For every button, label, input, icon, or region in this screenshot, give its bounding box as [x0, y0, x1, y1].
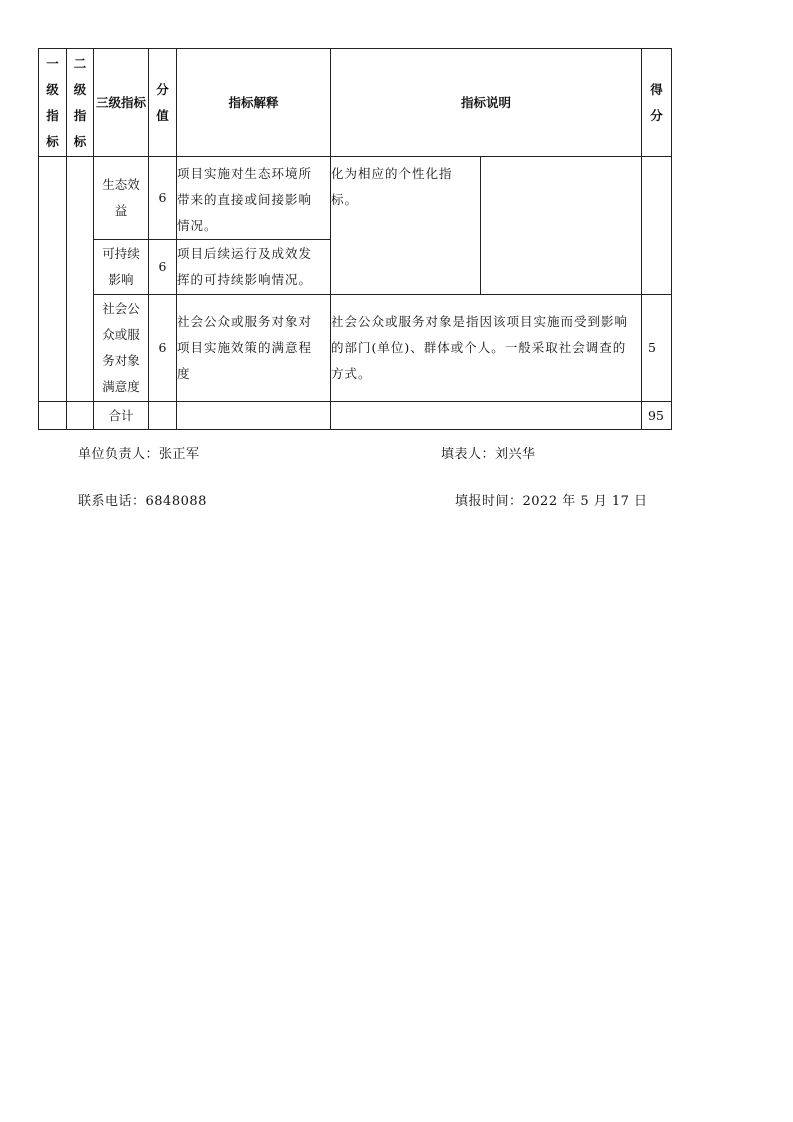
total-empty — [149, 402, 177, 430]
table-row — [39, 157, 672, 240]
total-got: 95 — [642, 402, 672, 430]
row-name: 生态效 益 — [94, 157, 149, 240]
row-explain: 项目实施对生态环境所 带来的直接或间接影响 情况。 — [177, 157, 331, 240]
level1-cell — [39, 157, 67, 402]
total-empty — [331, 402, 642, 430]
row-explain: 社会公众或服务对象对 项目实施效策的满意程 度 — [177, 295, 331, 402]
total-row — [39, 402, 672, 430]
header-row — [39, 49, 672, 157]
total-empty — [177, 402, 331, 430]
row-score: 6 — [149, 157, 177, 240]
table-row — [39, 295, 672, 402]
filler-label: 填表人：刘兴华 — [441, 447, 536, 462]
header-score: 分 值 — [149, 49, 177, 157]
row-explain: 项目后续运行及成效发 挥的可持续影响情况。 — [177, 240, 331, 295]
row-note: 社会公众或服务对象是指因该项目实施而受到影响 的部门(单位)、群体或个人。一般采取社会调查的 方式。 — [331, 295, 642, 402]
header-level1: 一 级 指 标 — [39, 49, 67, 157]
row-got: 5 — [642, 295, 672, 402]
header-level3: 三级指标 — [94, 49, 149, 157]
header-got: 得 分 — [642, 49, 672, 157]
total-empty — [39, 402, 67, 430]
header-explain: 指标解释 — [177, 49, 331, 157]
leader-label: 单位负责人：张正军 — [78, 447, 200, 462]
indicator-table — [38, 48, 672, 430]
row-score: 6 — [149, 295, 177, 402]
total-label: 合计 — [94, 402, 149, 430]
header-note: 指标说明 — [331, 49, 642, 157]
row-got — [642, 157, 672, 295]
row-name: 社会公 众或服 务对象 满意度 — [94, 295, 149, 402]
row-name: 可持续 影响 — [94, 240, 149, 295]
header-level2: 二 级 指 标 — [67, 49, 94, 157]
level2-cell — [67, 157, 94, 402]
row-note-empty — [481, 157, 642, 295]
phone-label: 联系电话：6848088 — [78, 494, 207, 509]
total-empty — [67, 402, 94, 430]
date-label: 填报时间：2022 年 5 月 17 日 — [455, 494, 648, 509]
row-note: 化为相应的个性化指 标。 — [331, 157, 481, 295]
row-score: 6 — [149, 240, 177, 295]
